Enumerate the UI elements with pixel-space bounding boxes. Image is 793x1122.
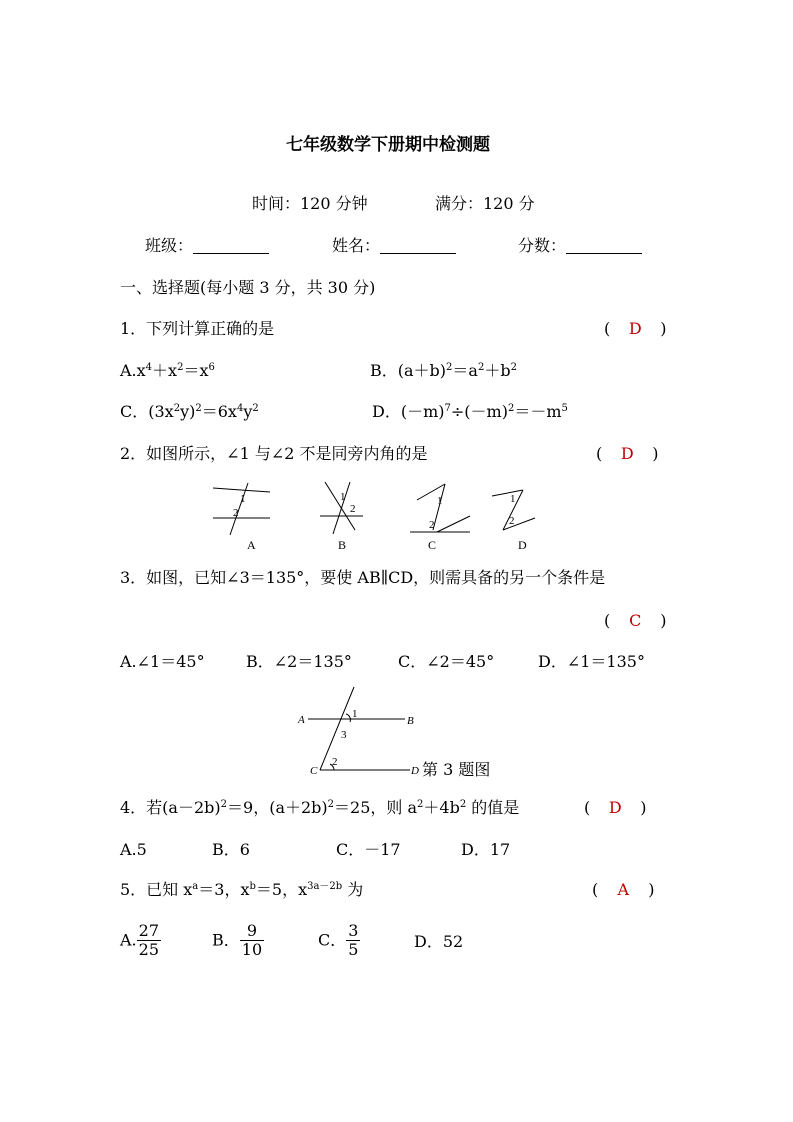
- class-field: [145, 236, 269, 256]
- svg-text:1: 1: [240, 493, 246, 505]
- fig-label-c: C: [428, 538, 437, 552]
- q5-option-a: A. $\frac{27}{25}$: [120, 921, 159, 959]
- svg-text:2: 2: [233, 507, 239, 519]
- score-field: [518, 236, 642, 256]
- q1-option-b: B．$(a+b)^2=a^2+b^2$: [370, 361, 517, 380]
- score-blank: [566, 237, 642, 254]
- full-score-info: 满分：120 分: [435, 194, 535, 213]
- q3-stem: 3．如图，已知∠3＝135°，要使 AB∥CD，则需具备的另一个条件是: [120, 568, 606, 587]
- q2-answer: D: [620, 444, 634, 463]
- q3-option-c: C．∠2＝45°: [398, 652, 495, 671]
- q4-option-c: C．－17: [336, 840, 401, 859]
- fig-label-a: A: [247, 538, 256, 552]
- svg-text:1: 1: [352, 708, 358, 720]
- q2-answer-box: ( D ): [596, 444, 659, 463]
- svg-text:2: 2: [350, 503, 356, 515]
- fig-label-b: B: [338, 538, 347, 552]
- q2-figures: [205, 478, 550, 556]
- class-blank: [193, 237, 269, 254]
- svg-text:2: 2: [332, 756, 338, 768]
- score-label: 分数：: [518, 236, 567, 255]
- q1-option-a: $A.x^4+x^2=x^6$: [120, 361, 215, 380]
- q3-answer: C: [629, 611, 642, 630]
- q5-stem: 5．已知 $x^a=3$，$x^b=5$，$x^{3a-2b}$ 为: [120, 880, 364, 899]
- svg-text:1: 1: [340, 491, 346, 503]
- page-title: 七年级数学下册期中检测题: [286, 135, 490, 155]
- q3-figure-caption: 第 3 题图: [422, 760, 491, 779]
- q2-stem: 2．如图所示，∠1 与∠2 不是同旁内角的是: [120, 444, 428, 463]
- class-label: 班级：: [145, 236, 194, 255]
- q4-stem: 4．若$(a-2b)^2=9$，$(a+2b)^2=25$，则 $a^2+4b^2$ 的值是: [120, 798, 520, 817]
- q3-answer-box: ( C ): [604, 611, 667, 630]
- section-heading: 一、选择题(每小题 3 分，共 30 分): [120, 278, 376, 297]
- svg-text:D: D: [411, 765, 419, 777]
- q5-option-d: D．52: [414, 932, 464, 951]
- svg-text:B: B: [407, 715, 414, 727]
- q5-option-c: C． $\frac{3}{5}$: [318, 921, 359, 959]
- q5-answer: A: [617, 880, 630, 899]
- name-label: 姓名：: [332, 236, 381, 255]
- svg-text:3: 3: [341, 729, 347, 741]
- q3-option-b: B．∠2＝135°: [246, 652, 352, 671]
- q1-option-c: C．$(3x^2y)^2=6x^4y^2$: [120, 402, 259, 421]
- svg-text:1: 1: [437, 495, 443, 507]
- name-blank: [380, 237, 456, 254]
- q1-option-d: D．$(-m)^7\div(-m)^2=-m^5$: [372, 402, 568, 421]
- svg-text:2: 2: [429, 519, 435, 531]
- svg-text:1: 1: [510, 493, 516, 505]
- name-field: [332, 236, 456, 256]
- q3-option-d: D．∠1＝135°: [538, 652, 645, 671]
- q4-answer: D: [608, 798, 622, 817]
- q3-figure: [290, 684, 430, 780]
- q1-stem: 1．下列计算正确的是: [120, 319, 275, 338]
- svg-text:2: 2: [509, 515, 515, 527]
- fig-label-d: D: [518, 538, 527, 552]
- q3-option-a: A.∠1＝45°: [120, 652, 205, 671]
- q4-option-d: D．17: [461, 840, 511, 859]
- q5-option-b: B． $\frac{9}{10}$: [212, 921, 263, 959]
- q4-answer-box: ( D ): [584, 798, 647, 817]
- q1-answer-box: ( D ): [604, 319, 667, 338]
- svg-text:A: A: [298, 714, 305, 726]
- svg-text:C: C: [310, 765, 318, 777]
- time-info: 时间：120 分钟: [252, 194, 368, 213]
- q5-answer-box: ( A ): [592, 880, 655, 899]
- q4-option-a: A.5: [120, 840, 147, 859]
- q4-option-b: B．6: [212, 840, 250, 859]
- q1-answer: D: [628, 319, 642, 338]
